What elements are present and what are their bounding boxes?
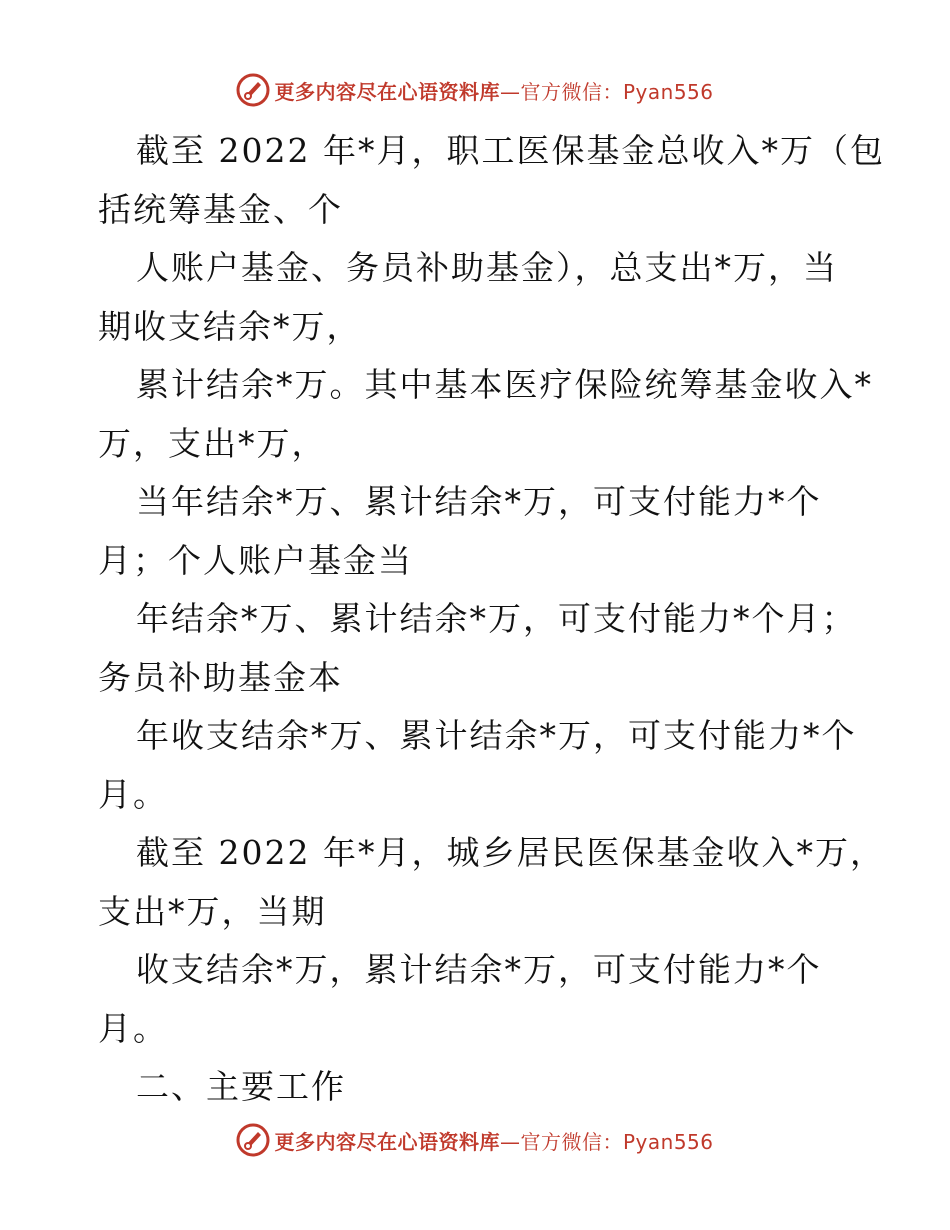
- watermark-text: [274, 1126, 713, 1155]
- paragraph-line: 当年结余*万、累计结余*万，可支付能力*个: [136, 482, 822, 521]
- paragraph-line: 截至 2022 年*月，职工医保基金总收入*万（包: [136, 131, 885, 170]
- paragraph-line: 期收支结余*万，: [98, 306, 362, 346]
- header-watermark-banner: [0, 70, 950, 110]
- footer-watermark-banner: [0, 1120, 950, 1160]
- watermark-wechat-label: 官方微信：: [520, 1129, 623, 1154]
- watermark-text: [274, 76, 713, 105]
- paragraph-line: 括统筹基金、个: [98, 189, 343, 229]
- paragraph-line: 月。: [98, 774, 168, 814]
- paragraph-line: 月。: [98, 1008, 168, 1048]
- paragraph-line: 万，支出*万，: [98, 423, 327, 463]
- logo-icon: [236, 1123, 270, 1157]
- watermark-brand: 更多内容尽在心语资料库: [274, 79, 500, 104]
- watermark-separator: —: [499, 79, 521, 104]
- watermark-wechat-id: Pyan556: [622, 1129, 714, 1154]
- section-heading: 二、主要工作: [136, 1067, 346, 1106]
- logo-icon: [236, 73, 270, 107]
- watermark-brand: 更多内容尽在心语资料库: [274, 1129, 500, 1154]
- paragraph-line: 收支结余*万，累计结余*万，可支付能力*个: [136, 950, 822, 989]
- paragraph-line: 年收支结余*万、累计结余*万，可支付能力*个: [136, 716, 857, 755]
- paragraph-line: 累计结余*万。其中基本医疗保险统筹基金收入*: [136, 365, 873, 404]
- paragraph-line: 务员补助基金本: [98, 657, 343, 697]
- paragraph-line: 人账户基金、务员补助基金），总支出*万，当: [136, 248, 838, 287]
- watermark-separator: —: [499, 1129, 521, 1154]
- document-body: [98, 122, 885, 1117]
- paragraph-line: 年结余*万、累计结余*万，可支付能力*个月；: [136, 599, 857, 638]
- paragraph-line: 截至 2022 年*月，城乡居民医保基金收入*万，: [136, 833, 885, 872]
- paragraph-line: 支出*万，当期: [98, 891, 327, 931]
- paragraph-line: 月；个人账户基金当: [98, 540, 413, 580]
- watermark-wechat-label: 官方微信：: [520, 79, 623, 104]
- watermark-wechat-id: Pyan556: [622, 79, 714, 104]
